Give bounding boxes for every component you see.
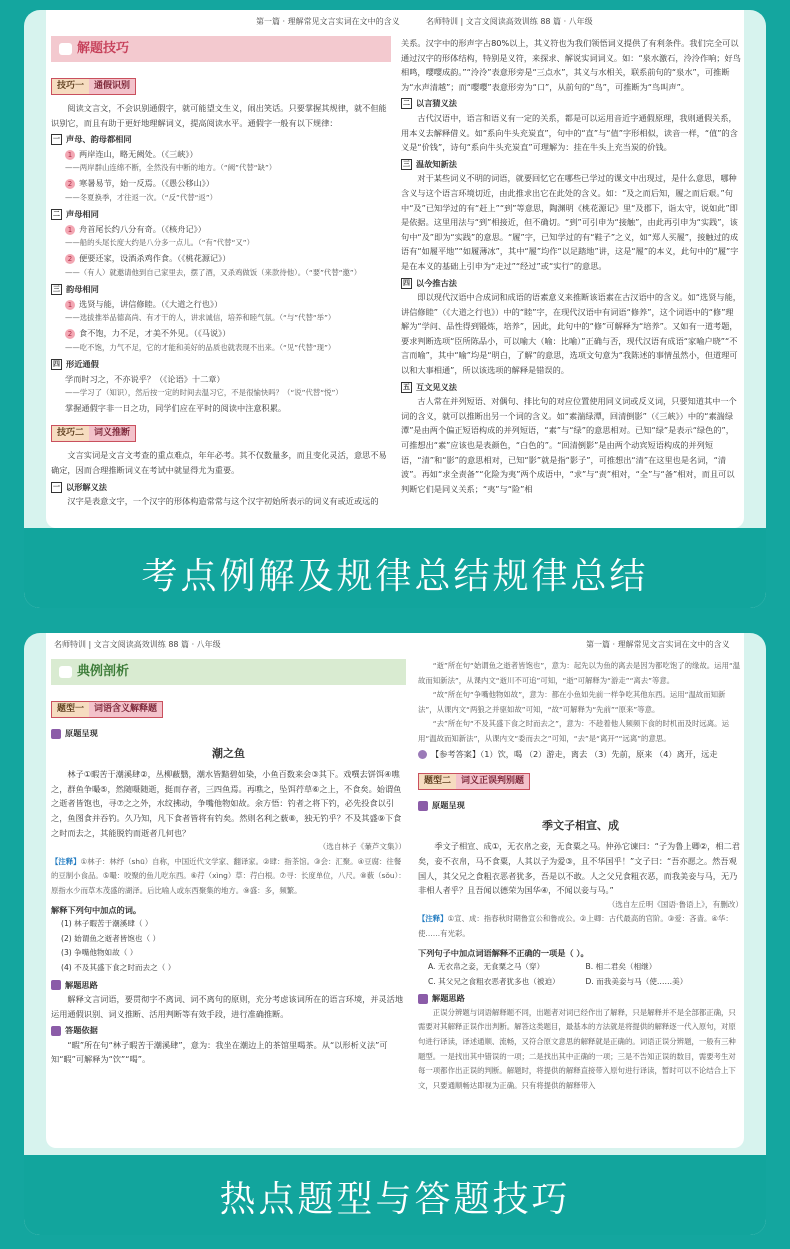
question-title: 解释下列句中加点的词。 <box>51 904 142 915</box>
option: A. 无衣帛之妾，无食粟之马（穿） <box>428 962 545 972</box>
section-banner: 解题技巧 <box>51 36 391 62</box>
question-item: (3) 争嘴他物如故（ ） <box>61 948 138 958</box>
sub-heading: 三 韵母相同 <box>53 284 99 295</box>
sub-heading: 一 声母、韵母都相同 <box>53 134 132 145</box>
tip-tag: 技巧一 通假识别 <box>51 78 136 95</box>
paragraph: 对于某些词义不明的词语，就要回忆它在哪些已学过的课文中出现过，是什么意思，哪种含义与这个语言环境切近，由此推求出它在此处的含义。如：“及之而后知，履之而后艰。”句中“及”已知学过的有“赶上”“到”等意思，陶渊明《桃花源记》里“及郡下，诣太守，说如此”即是依据。这里用法与“到”相接近，但不确切。“到”可引申为“接触”，由此再引申为“实践”，该句中“及”即为“实践”的意思。“履”字，已知学过的有“鞋子”之义，如“郑人买履”，接触过的成语有“如履平地”“如履薄冰”，其中“履”均作“以足踏地”讲，这是“履”的本义，此句中的“履”字是在本义的基础上引申为“走过”“经过”或“实行”的意思。 <box>401 173 739 271</box>
example: 2 食不饱，力不足，才美不外见。（《马说》） <box>51 326 391 341</box>
options <box>418 960 743 989</box>
left-column <box>51 659 406 1067</box>
type-tag: 题型二 词义正误判别题 <box>418 773 530 790</box>
panel-examples <box>24 633 766 1235</box>
question-item: (4) 不及其盛下食之时而去之（ ） <box>61 962 176 972</box>
sub-heading: 四 形近通假 <box>53 359 99 370</box>
page-scan-examples <box>46 633 744 1148</box>
paragraph: 汉字是表意文字，一个汉字的形体构造常常与这个汉字初始所表示的词义有或近或远的 <box>67 496 379 507</box>
source: （选自林子《蒹芦文集》） <box>318 842 406 852</box>
option: B. 相二君矣（相继） <box>585 962 657 972</box>
paragraph: 正误分辨题与词语解释题不同，出题者对词已经作出了解释，只是解释并不是全部都正确，只需要对其解释正误作出判断。解答这类题目，最基本的方法就是将提供的解释逐一代入原句，对原句进行译读，译述通顺、流畅，又符合原文意思的解释就是正确的。词语正误分辨题，一般有三种题型。一是找出其中错误的一项；二是找出其中正确的一项；三是不告知正误的数目，需要考生对每一项都作出正误的判断。解题时，将提供的解释直接带入原句进行译读，暂时可以不论结合上下文，只要通顺畅达即视为正确。只有将提供的解释带入 <box>418 1007 736 1090</box>
notes: 【注释】①宣、成：指春秋时期鲁宣公和鲁成公。②上卿：古代最高的官阶。③爱：吝啬。④华：使……有光彩。 <box>418 914 733 938</box>
example-note: ——（有人）就邀请他到自己家里去，摆了酒，又杀鸡做饭（来款待他）。（“要”代替“邀”） <box>65 267 362 277</box>
paragraph: 阅读文言文，不会识别通假字，就可能望文生义，闹出笑话。只要掌握其规律，就不但能识别它，而且有助于更好地理解词义，提高阅读水平。通假字一般有以下规律： <box>51 103 387 128</box>
question-items <box>51 917 406 975</box>
question-item: (2) 始谓鱼之逝者皆饱也（ ） <box>61 933 161 943</box>
paragraph: “暇”所在句“林子暇苦于潮溪肆”，意为：我坐在潮边上的茶馆里喝茶。从“以形析义法”可知“暇”可解释为“饮”“喝”。 <box>51 1039 388 1065</box>
sub-heading: 四 以今推古法 <box>403 277 457 288</box>
passage: 季文子相宣、成①，无衣帛之妾，无食粟之马。仲孙它谏曰：“子为鲁上卿②，相二君矣，妾不衣帛，马不食粟，人其以子为爱③，且不华国乎！”文子曰：“吾亦愿之。然吾观国人，其父兄之食粗衣恶者犹多，吾是以不敢。人之父兄食粗衣恶，而我美妾与马，无乃非相人者乎？且吾闻以德荣为国华④，不闻以妾与马。” <box>418 841 740 896</box>
source: （选自左丘明《国语·鲁语上》，有删改） <box>607 899 743 909</box>
passage: 林子①暇苦于潮溪肆②，丛柳蔽翳，潮水皆黯碧如染，小鱼百数来会③其下。戏噀去饼饵④噍之，群鱼争嘬⑤，然随嗫随逝，挺而存者，三四鱼焉。再噍之，坠饵荇草⑥之上，不食矣。始谓鱼之逝者皆饱也，寻⑦之之外，水纹拂动，争嘴他物如故。余方悟：钓者之将下钓，必先投食以引之，鱼图食并吞钓。久乃知，凡下食者皆将有钓矣。然则名利之薮⑧，独无钓乎？不及其盛⑨下食之时而去之，其能脱钓而逝者几何也？ <box>51 769 402 838</box>
paragraph: “故”所在句“争嘴他物如故”，意为：都在小鱼如先前一样争吃其他东西。运用“温故而知新法”，从课内文“两狼之并驱如故”可知，“故”可解释为“先前”“原来”等意。 <box>418 690 726 714</box>
left-column <box>51 36 391 509</box>
sub-heading: 三 温故知新法 <box>403 158 457 169</box>
type-tag: 题型一 词语含义解释题 <box>51 701 163 718</box>
answer: 【参考答案】（1）饮，喝 （2）游走，离去 （3）先前，原来 （4）离开，远走 <box>418 747 743 762</box>
sub-heading: 五 互文见义法 <box>403 381 457 392</box>
example-note: ——吃不饱，力气不足，它的才能和美好的品质也就表现不出来。（“见”代替“现”） <box>65 342 336 352</box>
option: D. 而我美妾与马（使……美） <box>585 976 688 986</box>
example: 1 两岸连山，略无阙处。（《三峡》） <box>51 147 391 162</box>
example-note: ——学习了（知识），然后按一定的时间去温习它，不是很愉快吗？（“说”代替“悦”） <box>65 388 343 398</box>
passage-title: 潮之鱼 <box>212 746 245 760</box>
notes: 【注释】①林子：林纾（shū）自称，中国近代文学家、翻译家。②肆：指茶馆。③会：汇聚。④豆腐：往餐的豆制小食品。⑤嘬：咬聚的鱼儿吃东西。⑥荇（xìng）草：荇白根。⑦寻：长度单位，八尺。⑧薮（sǒu）：原指水少而草木茂盛的湖泽。后比喻人或东西聚集的地方。⑨盛：多，频繁。 <box>51 856 406 895</box>
pencil-icon <box>51 980 61 990</box>
example: 掌握通假字非一日之功，同学们应在平时的阅读中注意积累。 <box>65 402 287 413</box>
right-column <box>418 659 743 1093</box>
pencil-icon <box>418 801 428 811</box>
paragraph: 解释文言词语，要贯彻字不离词、词不离句的原则，充分考虑该词所在的语言环境，并灵活地运用通假识别、词义推断、活用判断等有效手段，进行准确推断。 <box>51 994 404 1019</box>
example-note: ——船的头尾长度大约是八分多一点儿。（“有”代替“又”） <box>65 238 254 248</box>
question-item: (1) 林子暇苦于潮溪肆（ ） <box>61 919 153 929</box>
page-scan-tips <box>46 10 744 528</box>
passage-title: 季文子相宣、成 <box>542 818 619 832</box>
example-note: ——冬夏换季，才往返一次。（“反”代替“返”） <box>65 192 218 202</box>
sub-heading: 二 以言猜义法 <box>403 98 457 109</box>
running-header-left: 第一篇 · 理解常见文言实词在文中的含义 <box>256 17 400 26</box>
pencil-icon <box>51 729 61 739</box>
sub-heading: 一 以形解义法 <box>53 481 107 492</box>
paragraph: 古代汉语中，语言和语义有一定的关系，都是可以运用音近字通假原理，我则通假关系，用本义去解释借义。如“系向牛头充炭直”，句中的“直”与“值”字形相似，读音一样，“值”的含义是“价钱”，诗句“系向牛头充炭直”可理解为：挂在牛头上充当炭的价钱。 <box>401 112 738 153</box>
example: 1 选贤与能，讲信修睦。（《大道之行也》） <box>51 297 391 312</box>
paragraph: 古人常在并列短语、对偶句、排比句的对应位置使用同义词或反义词，只要知道其中一个词的含义，就可以推断出另一个词的含义。如“素湍绿潭，回清倒影”（《三峡》）中的“素湍绿潭”是由两个偏正短语构成的并列短语，“素”与“绿”的意思相对。已知“绿”是表示“绿色的”，可推想出“素”应该也是表颜色，“白色的”。“回清倒影”是由两个动宾短语构成的并列短语，“清”和“影”的意思相对，已知“影”就是指“影子”，可推想出“清”在这里也是名词，“清波”。再如“求全责备”“化险为夷”两个成语中，“求”与“责”相对，“全”与“备”相对，而且可以判断它们是同义关系；“夷”与“险”相 <box>401 396 737 494</box>
pencil-icon <box>51 1026 61 1036</box>
running-header-right: 名师特训 | 文言文阅读高效训练 88 篇 · 八年级 <box>426 17 593 26</box>
example: 1 舟首尾长约八分有奇。（《核舟记》） <box>51 222 391 237</box>
mini-heading: 解题思路 <box>51 978 406 993</box>
paragraph: 关系。汉字中的形声字占80%以上，其义符也为我们领悟词义提供了有利条件。我们完全可以通过汉字的形体结构，特别是义符，来探求、解说实词词义。如：“泉水激石，泠泠作响；好鸟相鸣，嘤嘤成韵。”“泠泠”表意形旁是“三点水”，其义与水相关，联系前句的“泉水”，可推断为“水声清越”；而“嘤嘤”表意形旁为“口”，从前句的“鸟”，可推断为“鸟叫声”。 <box>401 38 741 92</box>
example: 学而时习之，不亦说乎？（《论语》十二章） <box>65 373 225 384</box>
example: 2 便要还家，设酒杀鸡作食。（《桃花源记》） <box>51 251 391 266</box>
sub-heading: 二 声母相同 <box>53 209 99 220</box>
paragraph: “逝”所在句“始谓鱼之逝者皆饱也”，意为：起先以为鱼的离去是因为都吃饱了的缘故。运用“温故而知新法”，从课内文“逝川不可追”可知，“逝”可解释为“游走”“离去”等意。 <box>418 661 741 685</box>
option: C. 其父兄之食粗衣恶者犹多也（被迫） <box>428 976 560 986</box>
running-header-right: 第一篇 · 理解常见文言实词在文中的含义 <box>586 640 730 649</box>
example-note: ——两岸群山连绵不断，全然没有中断的地方。（“阙”代替“缺”） <box>65 163 277 173</box>
running-header-left: 名师特训 | 文言文阅读高效训练 88 篇 · 八年级 <box>54 640 221 649</box>
pencil-icon <box>418 994 428 1004</box>
paragraph: 即以现代汉语中合成词和成语的语素意义来推断该语素在古汉语中的含义。如“选贤与能，讲信修睦”（《大道之行也》）中的“睦”字，在现代汉语中有词语“修养”，这个词语中的“修”理解为“学问、品性得到锻炼，培养”，因此，此句中的“修”可解释为“培养”。又如有一道考题，要求判断选项“臣所陈品小，可以喻大（喻：比喻）”正确与否，现代汉语有成语“家喻户晓”“不言而喻”，其中“喻”均是“明白，了解”的意思，选项文句意为“我陈述的事情虽然小，但道理可以和大事相通”，所以该选项的解释是错误的。 <box>401 292 741 376</box>
example-note: ——选拔推举品德高尚、有才干的人，讲求诚信，培养和睦气氛。（“与”代替“举”） <box>65 313 336 323</box>
recycle-icon <box>59 666 72 678</box>
paragraph: 文言实词是文言文考查的重点难点，年年必考。其不仅数量多，而且变化灵活，意思不易确定，因而合理推断词义在考试中就显得尤为重要。 <box>51 450 387 476</box>
answer-dot-icon <box>418 750 427 759</box>
graduation-cap-icon <box>59 43 72 55</box>
panel-caption: 热点题型与答题技巧 <box>219 1179 571 1220</box>
paragraph: “去”所在句“不及其盛下食之时而去之”，意为：不趁着他人频频下食的时机而及时远离。运用“温故而知新法”，从课内文“委而去之”可知，“去”是“离开”“远离”的意思。 <box>418 719 729 743</box>
mini-heading: 解题思路 <box>418 991 743 1006</box>
example: 2 寒暑易节，始一反焉。（《愚公移山》） <box>51 176 391 191</box>
right-column <box>401 36 741 496</box>
panel-tips <box>24 10 766 608</box>
question-title: 下列句子中加点词语解释不正确的一项是（ ）。 <box>418 947 589 958</box>
mini-heading: 原题呈现 <box>418 798 743 813</box>
panel-caption: 考点例解及规律总结规律总结 <box>141 556 649 597</box>
tip-tag: 技巧二 词义推断 <box>51 425 136 442</box>
mini-heading: 答题依据 <box>51 1023 406 1038</box>
section-banner: 典例剖析 <box>51 659 406 685</box>
mini-heading: 原题呈现 <box>51 726 406 741</box>
